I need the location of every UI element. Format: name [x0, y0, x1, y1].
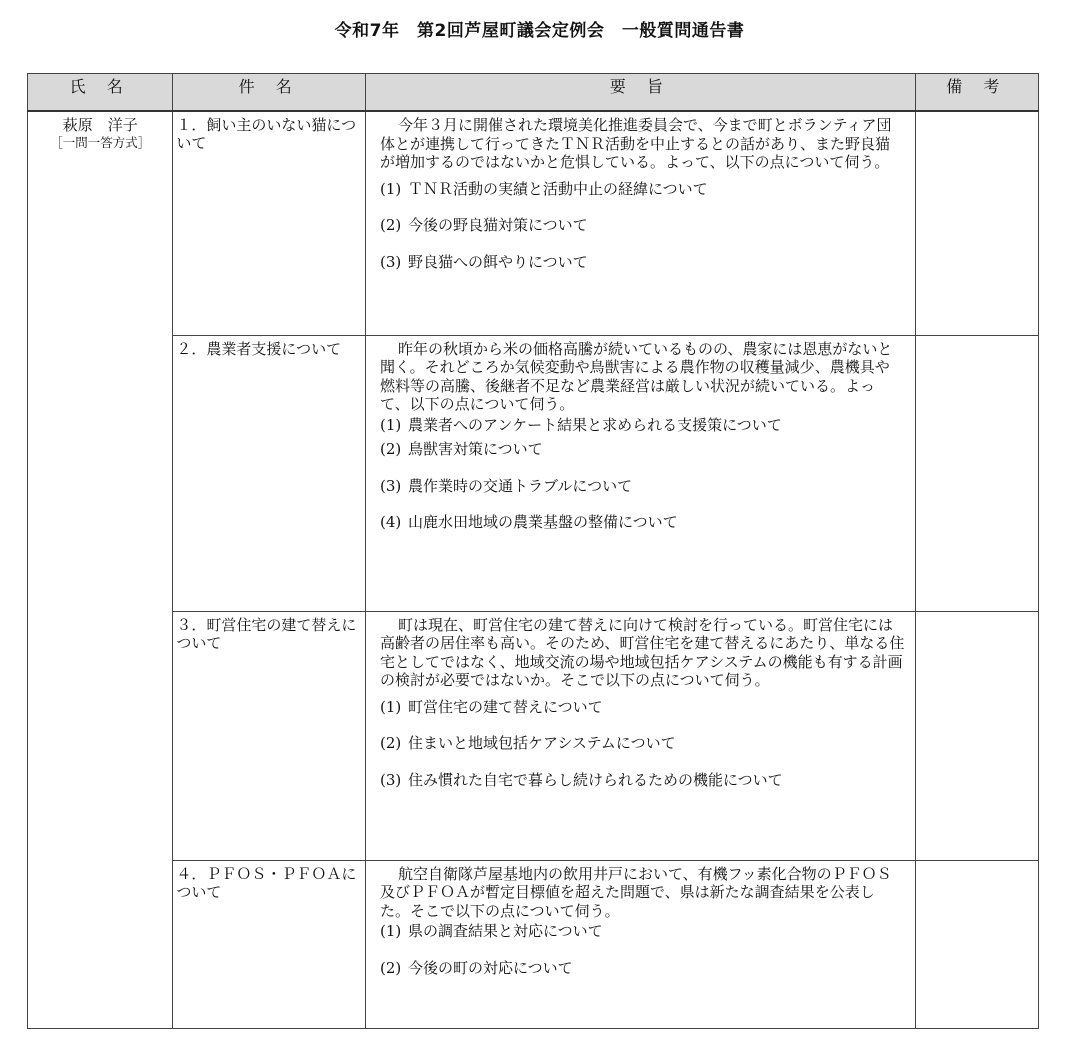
- list-item: [380, 734, 905, 753]
- item-number: (1): [379, 179, 402, 198]
- item-text: 農作業時の交通トラブルについて: [407, 476, 633, 495]
- list-item: [380, 513, 905, 532]
- subject-cell: ３．町営住宅の建て替えについて: [173, 611, 366, 860]
- item-number: (2): [379, 216, 402, 234]
- document-title: 令和7年 第2回芦屋町議会定例会 一般質問通告書: [334, 21, 745, 41]
- table-header-row: [28, 74, 1039, 112]
- note-cell: [915, 611, 1038, 860]
- list-item: [380, 959, 905, 978]
- item-text: 鳥獣害対策について: [407, 440, 543, 458]
- item-number: (1): [379, 415, 402, 434]
- list-item: [380, 440, 905, 459]
- table-row: [28, 860, 1039, 1028]
- subject-cell: ４．ＰＦＯＳ・ＰＦＯＡについて: [173, 860, 366, 1028]
- item-text: 住まいと地域包括ケアシステムについて: [407, 734, 676, 752]
- gist-intro: 町は現在、町営住宅の建て替えに向けて検討を行っている。町営住宅には高齢者の居住率も高い。そのため、町営住宅を建て替えるにあたり、単なる住宅としてではなく、地域交流の場や地域包括ケアシステムの機能も有する計画の検討が必要ではないか。そこで以下の点について伺う。: [379, 615, 905, 689]
- note-cell: [915, 335, 1038, 611]
- item-number: (2): [379, 440, 402, 458]
- gist-intro: 今年３月に開催された環境美化推進委員会で、今まで町とボランティア団体とが連携して行ってきたＴＮＲ活動を中止するとの話があり、また野良猫が増加するのではないかと危惧している。よって、以下の点について伺う。: [379, 116, 892, 171]
- item-text: 町営住宅の建て替えについて: [407, 697, 603, 716]
- note-cell: [915, 860, 1038, 1028]
- item-text: 住み慣れた自宅で暮らし続けられるための機能について: [407, 770, 783, 789]
- table-row: [28, 335, 1039, 611]
- answer-method: ［一問一答方式］: [50, 135, 151, 150]
- table-row: [28, 611, 1039, 860]
- item-text: 野良猫への餌やりについて: [407, 252, 588, 271]
- header-name: 氏 名: [28, 74, 173, 112]
- subject-cell: １．飼い主のいない猫について: [173, 111, 366, 335]
- item-number: (2): [379, 734, 402, 752]
- gist-cell: [365, 335, 915, 611]
- header-note: 備 考: [915, 74, 1038, 112]
- item-number: (2): [379, 958, 402, 977]
- item-text: 農業者へのアンケート結果と求められる支援策について: [407, 415, 782, 434]
- list-item: [380, 216, 905, 235]
- gist-cell: [365, 111, 915, 335]
- gist-intro: 航空自衛隊芦屋基地内の飲用井戸において、有機フッ素化合物のＰＦＯＳ及びＰＦＯＡが暫定目標値を超えた問題で、県は新たな調査結果を公表した。そこで以下の点について伺う。: [379, 864, 892, 920]
- header-gist: 要 旨: [365, 74, 915, 112]
- list-item: [380, 477, 905, 496]
- question-notice-table: [27, 73, 1039, 1029]
- table-row: [28, 111, 1039, 335]
- item-number: (3): [379, 476, 402, 495]
- item-text: ＴＮＲ活動の実績と活動中止の経緯について: [407, 179, 708, 198]
- item-text: 今後の町の対応について: [407, 958, 573, 977]
- item-number: (4): [379, 513, 402, 531]
- list-item: [380, 698, 905, 717]
- gist-cell: [365, 611, 915, 860]
- item-number: (3): [379, 770, 402, 789]
- member-name: 萩原 洋子: [62, 116, 138, 134]
- header-subject: 件 名: [173, 74, 366, 112]
- item-number: (1): [379, 922, 402, 940]
- item-text: 山鹿水田地域の農業基盤の整備について: [407, 513, 678, 531]
- list-item: [380, 922, 905, 941]
- item-number: (3): [379, 252, 402, 271]
- note-cell: [915, 111, 1038, 335]
- item-text: 今後の野良猫対策について: [407, 216, 588, 234]
- list-item: [380, 416, 905, 435]
- list-item: [380, 180, 905, 199]
- subject-cell: ２．農業者支援について: [173, 335, 366, 611]
- list-item: [380, 253, 905, 272]
- item-text: 県の調査結果と対応について: [407, 922, 603, 940]
- list-item: [380, 771, 905, 790]
- item-number: (1): [379, 697, 402, 716]
- gist-intro: 昨年の秋頃から米の価格高騰が続いているものの、農家には恩恵がないと聞く。それどころか気候変動や鳥獣害による農作物の収穫量減少、農機具や燃料等の高騰、後継者不足など農業経営は厳しい状況が続いている。よって、以下の点について伺う。: [379, 339, 893, 413]
- member-cell: [28, 111, 173, 1028]
- gist-cell: [365, 860, 915, 1028]
